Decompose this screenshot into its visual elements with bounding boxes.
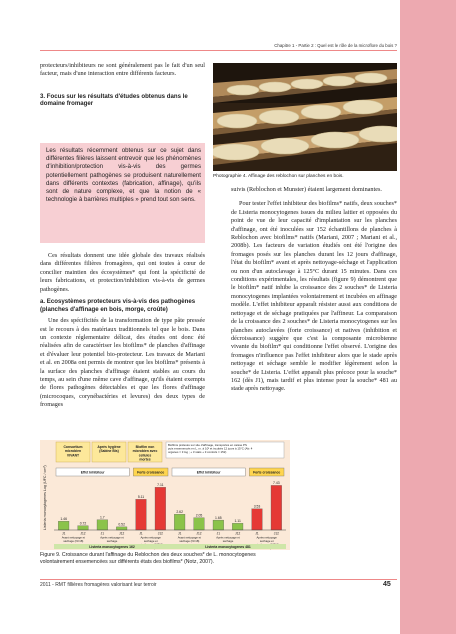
figure-9-chart <box>40 440 290 550</box>
info-box-label: (Sabine Bis) <box>99 449 119 454</box>
stage-label: Après nettoyage et <box>100 535 124 540</box>
bar-value-label: 1.7 <box>99 515 105 520</box>
footer-text: 2011 - RMT fillières fromagères valorisant leur terroir <box>40 582 157 588</box>
bar <box>174 514 185 530</box>
running-header: Chapitre 1 - Partie 2 : Quel est le rôle de la microflore du bois ? <box>274 43 397 48</box>
header-rule <box>40 50 397 51</box>
bar-value-label: 7.11 <box>157 483 164 488</box>
overview-paragraph: Ces résultats donnent une idée globale des travaux réalisés dans différentes filières fromagères, qui ont toutes à cœur de concilier maintien des écosystèmes* qui font la spécificité de leurs fabrications, et protection/inhibition vis-à-vis de germes pathogènes. <box>40 252 205 293</box>
subsection-heading-ecosystems: a. Ecosystèmes protecteurs vis-à-vis des pathogènes (planches d'affinage en bois, morge, croûte) <box>40 298 196 313</box>
left-column-top <box>40 62 205 112</box>
bar-value-label: 0.72 <box>79 521 87 526</box>
stage-label: séchage (N=18) <box>179 539 200 543</box>
day-label: J1 <box>177 531 182 536</box>
ecosystems-paragraph: Une des spécificités de la transformation de type pâte pressée est le recours à des matériaux traditionnels tel que le bois. Dans un contexte réglementaire délicat, des études ont donc été réalisées afin de caractériser les biofilms* de planches d'affinage et d'évaluer leur potentiel bio-protecteur. Les travaux de Mariani et al. en 2008a ont permis de montrer que les biofilms* présents à la surface des planches d'affinage étaient stables au cours du temps, au sein d'une même cave d'affinage, qu'ils étaient exempts de flores pathogènes détectables et que les flores d'affinage (microcoques, corynébactéries et levures) des deux types de fromages <box>40 317 205 409</box>
group-label: Effet Inhibiteur <box>196 470 221 475</box>
day-label: J12 <box>196 531 202 536</box>
figure-caption: Figure 9. Croissance durant l'affinage du Reblochon des deux souches* de L. monocytogenes volontairement ensemencées sur différents états des biofilms* (Notz, 2007). <box>40 552 256 565</box>
bar <box>271 485 282 530</box>
y-axis-label: Listeria monocytogenes Log (UFC / cm²) <box>43 465 47 530</box>
cheese-planks-photo <box>213 63 397 171</box>
section-heading-focus: 3. Focus sur les résultats d'études obtenus dans le domaine fromager <box>40 92 188 108</box>
stage-label: Avant nettoyage et <box>61 535 85 540</box>
info-box-label: cellules <box>138 453 152 458</box>
bar-value-label: 1.65 <box>215 515 222 520</box>
stage-label: séchage et <box>143 539 158 543</box>
photo-caption: Photographie 4. Affinage des reblochon sur planches en bois. <box>213 174 344 179</box>
bar <box>194 518 205 530</box>
day-label: J1 <box>216 531 221 536</box>
day-label: J12 <box>157 531 163 536</box>
footer-rule <box>40 579 397 580</box>
stage-label: séchage <box>106 539 118 543</box>
day-label: J1 <box>255 531 259 536</box>
continuation-paragraph: suivis (Reblochon et Munster) étaient largement dominantes. <box>231 186 382 193</box>
day-label: J1 <box>139 531 143 536</box>
bar <box>155 487 166 530</box>
day-label: J1 <box>61 531 66 536</box>
info-box-label: microbien <box>64 449 82 454</box>
bar-value-label: 0.52 <box>118 522 125 527</box>
right-column <box>231 186 397 396</box>
stage-label: Après nettoyage et <box>216 535 240 540</box>
info-box-label: mortes <box>139 457 151 462</box>
group-label: Effet Inhibiteur <box>80 470 105 475</box>
bar-value-label: 2.05 <box>195 513 203 518</box>
bar <box>213 520 224 530</box>
info-box-label: Après hygiène <box>97 445 121 449</box>
bar <box>58 521 69 530</box>
bar <box>97 520 108 530</box>
bar <box>136 499 147 530</box>
group-label: Forte croissance <box>137 470 165 475</box>
bar-value-label: 3.53 <box>253 504 261 509</box>
info-box-label: Biofilm non <box>135 445 155 449</box>
legend-text: organes = 3 log ; + 3 stats + 3 controls = 152) <box>168 450 227 455</box>
highlight-box <box>40 143 205 243</box>
page-edge-band <box>400 0 456 634</box>
day-label: J12 <box>235 531 241 536</box>
day-label: J1 <box>100 531 105 536</box>
info-box-label: Consortium <box>63 445 83 449</box>
stage-label: séchage (N=18) <box>63 539 84 543</box>
strain-label: Listeria monocytogenes 481 <box>205 544 251 549</box>
bar <box>78 526 89 530</box>
bar <box>232 523 243 530</box>
page-number: 45 <box>383 581 391 588</box>
legend-text: puis ensemencés en L. m. à 10² et incubés 12 jours à 15°C (Ab: 4 <box>168 446 253 451</box>
group-label: Forte croissance <box>253 470 281 475</box>
left-column-bottom <box>40 252 205 412</box>
bar-value-label: 5.11 <box>137 495 145 500</box>
stage-label: Après nettoyage <box>256 535 277 540</box>
info-box-label: microbien avec <box>132 449 158 454</box>
stage-label: séchage <box>222 539 234 543</box>
bar-value-label: 1.46 <box>60 517 67 522</box>
intro-paragraph: protecteurs/inhibiteurs ne sont généralement pas le fait d'un seul facteur, mais d'une interaction entre différents facteurs. <box>40 62 205 78</box>
bar-value-label: 7.43 <box>273 481 280 486</box>
day-label: J12 <box>119 531 125 536</box>
day-label: J12 <box>273 531 279 536</box>
stage-label: Après nettoyage <box>140 535 161 540</box>
legend-text: Biofilms prélevés sur site d'affinage, transportés en caisse PS <box>168 443 247 447</box>
bar <box>116 527 127 530</box>
highlight-box-text: Les résultats récemment obtenus sur ce sujet dans différentes filières laissent entrevoir que les phénomènes d'inhibition/protection vis-à-vis des germes potentiellement pathogènes se produisent naturellement dans différents contextes (fabrication, affinage), qu'ils sont de nature complexe, et que la notion de « technologie à barrières multiples » prend tout son sens. <box>46 147 201 204</box>
chart-svg <box>40 440 290 550</box>
bar-value-label: 1.11 <box>234 519 241 524</box>
info-box-label: VIVANT <box>66 453 80 458</box>
bar <box>252 509 263 530</box>
experiment-paragraph: Pour tester l'effet inhibiteur des biofilms* natifs, deux souches* de Listeria monocytogenes issues du milieu laitier et opposées du point de vue de leur capacité d'implantation sur les planches d'affinage, ont été inoculées sur 152 échantillons de planches à Reblochon avec biofilms* natifs (Mariani, 2007 ; Mariani et al., 2008b). Les facteurs de variation étudiés ont été l'origine des fromages posés sur les planches durant les 12 jours d'affinage, l'état du biofilm* avant et après nettoyage-séchage et l'application ou non d'un autoclavage à 125°C durant 15 minutes. Dans ces conditions expérimentales, les résultats (figure 9) démontrent que le biofilm* natif inhibe la croissance des 2 souches* de Listeria monocytogenes implantées volontairement et incubées en affinage modèle. L'effet inhibiteur apparaît résister aussi aux conditions de nettoyage et de séchage pratiquées par l'affineur. La comparaison de la croissance des 2 souches* de Listeria monocytogenes sur les planches autoclavées (forte croissance) et natives (inhibition et décroissance) suggère que c'est la composante microbienne vivante du biofilm* qui conditionne l'effet observé. L'origine des fromages n'influence pas l'effet inhibiteur alors que le stade après nettoyage et séchage semble le modifier légèrement selon la souche* de Listeria. L'effet apparaît plus précoce pour la souche* 162 (dès J1), mais tardif et plus intense pour la souche* 481 au stade après nettoyage. <box>231 200 397 393</box>
day-label: J12 <box>80 531 86 536</box>
strain-label: Listeria monocytogenes 162 <box>89 544 135 549</box>
stage-label: séchage et <box>259 539 274 543</box>
stage-label: Avant nettoyage et <box>177 535 201 540</box>
bar-value-label: 2.62 <box>176 510 183 515</box>
